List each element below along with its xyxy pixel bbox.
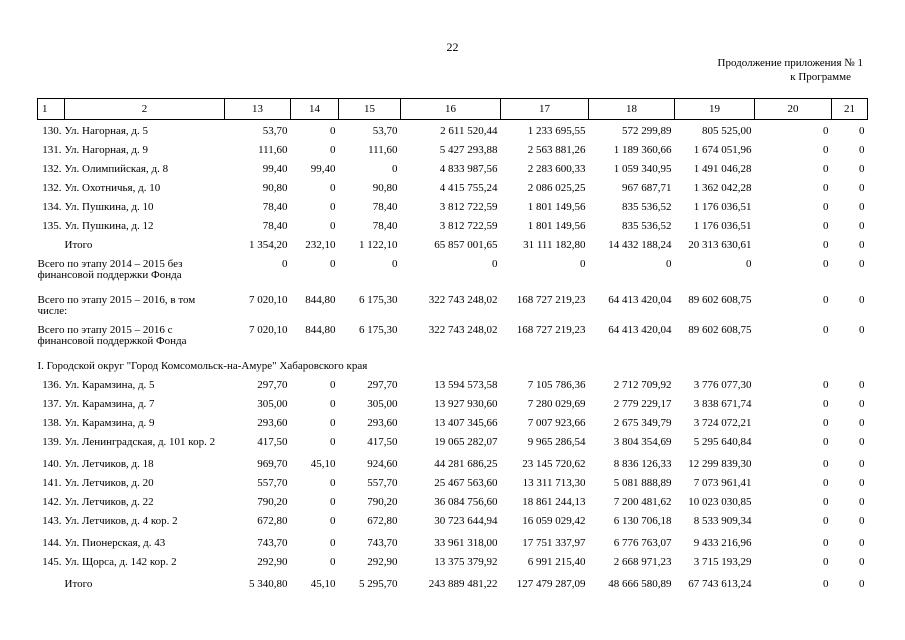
value-cell: 1 122,10 — [359, 239, 398, 251]
value-cell: 790,20 — [257, 496, 288, 508]
total-label: Итого — [64, 239, 93, 251]
value-cell: 7 280 029,69 — [527, 398, 586, 410]
address-cell: Ул. Летчиков, д. 4 кор. 2 — [64, 515, 178, 527]
value-cell: 967 687,71 — [622, 182, 672, 194]
value-cell: 924,60 — [367, 458, 398, 470]
row-number: 140. — [42, 458, 62, 470]
value-cell: 0 — [823, 436, 829, 448]
value-cell: 7 007 923,66 — [527, 417, 586, 429]
value-cell: 2 675 349,79 — [613, 417, 672, 429]
value-cell: 18 861 244,13 — [522, 496, 586, 508]
continuation-line-1: Продолжение приложения № 1 — [717, 57, 863, 69]
header-row — [38, 99, 868, 120]
table-row — [38, 538, 868, 557]
address-cell: Ул. Пионерская, д. 43 — [64, 537, 166, 549]
value-cell: 1 674 051,96 — [693, 144, 752, 156]
address-cell: Ул. Нагорная, д. 9 — [64, 144, 149, 156]
value-cell: 0 — [823, 379, 829, 391]
value-cell: 78,40 — [372, 220, 398, 232]
value-cell: 0 — [823, 220, 829, 232]
total-row — [38, 240, 868, 259]
address-cell: Ул. Охотничья, д. 10 — [64, 182, 161, 194]
row-number: 144. — [42, 537, 62, 549]
value-cell: 64 413 420,04 — [608, 294, 672, 306]
value-cell: 64 413 420,04 — [608, 324, 672, 336]
address-cell: Ул. Нагорная, д. 5 — [64, 125, 149, 137]
value-cell: 293,60 — [257, 417, 288, 429]
row-number: 130. — [42, 125, 62, 137]
value-cell: 16 059 029,42 — [522, 515, 586, 527]
col-header: 1 — [38, 99, 65, 120]
section-row — [38, 361, 868, 380]
program-table — [37, 98, 868, 598]
table-row — [38, 399, 868, 418]
table-row — [38, 516, 868, 538]
value-cell: 4 415 755,24 — [439, 182, 498, 194]
table-row — [38, 418, 868, 437]
value-cell: 557,70 — [367, 477, 398, 489]
table-row — [38, 202, 868, 221]
row-number: 131. — [42, 144, 62, 156]
value-cell: 0 — [330, 515, 336, 527]
value-cell: 3 724 072,21 — [693, 417, 752, 429]
value-cell: 835 536,52 — [622, 201, 672, 213]
value-cell: 13 927 930,60 — [434, 398, 498, 410]
value-cell: 0 — [859, 458, 865, 470]
value-cell: 8 533 909,34 — [693, 515, 752, 527]
value-cell: 111,60 — [258, 144, 288, 156]
row-number: 141. — [42, 477, 62, 489]
value-cell: 0 — [823, 239, 829, 251]
value-cell: 0 — [823, 556, 829, 568]
value-cell: 305,00 — [257, 398, 288, 410]
value-cell: 0 — [330, 220, 336, 232]
value-cell: 0 — [330, 182, 336, 194]
col-header: 20 — [755, 99, 832, 120]
value-cell: 417,50 — [257, 436, 288, 448]
table-row — [38, 437, 868, 459]
table-row — [38, 380, 868, 399]
value-cell: 1 059 340,95 — [613, 163, 672, 175]
address-cell: Ул. Карамзина, д. 5 — [64, 379, 155, 391]
value-cell: 0 — [859, 515, 865, 527]
value-cell: 78,40 — [262, 201, 288, 213]
value-cell: 12 299 839,30 — [688, 458, 752, 470]
value-cell: 0 — [330, 144, 336, 156]
col-header: 17 — [501, 99, 589, 120]
value-cell: 0 — [746, 258, 752, 270]
value-cell: 0 — [282, 258, 288, 270]
value-cell: 111,60 — [368, 144, 398, 156]
value-cell: 0 — [859, 436, 865, 448]
value-cell: 78,40 — [262, 220, 288, 232]
value-cell: 417,50 — [367, 436, 398, 448]
table-row — [38, 126, 868, 145]
page-number: 22 — [446, 40, 459, 54]
value-cell: 0 — [859, 578, 865, 590]
value-cell: 790,20 — [367, 496, 398, 508]
value-cell: 2 712 709,92 — [613, 379, 672, 391]
value-cell: 5 340,80 — [249, 578, 288, 590]
value-cell: 9 433 216,96 — [693, 537, 752, 549]
value-cell: 0 — [859, 537, 865, 549]
value-cell: 0 — [823, 537, 829, 549]
value-cell: 2 283 600,33 — [527, 163, 586, 175]
value-cell: 2 086 025,25 — [527, 182, 586, 194]
value-cell: 1 189 360,66 — [613, 144, 672, 156]
value-cell: 10 023 030,85 — [688, 496, 752, 508]
col-header: 18 — [589, 99, 675, 120]
value-cell: 20 313 630,61 — [688, 239, 752, 251]
value-cell: 0 — [859, 496, 865, 508]
value-cell: 90,80 — [262, 182, 288, 194]
value-cell: 805 525,00 — [702, 125, 752, 137]
value-cell: 89 602 608,75 — [688, 294, 752, 306]
table-row — [38, 183, 868, 202]
value-cell: 6 991 215,40 — [527, 556, 586, 568]
value-cell: 297,70 — [367, 379, 398, 391]
value-cell: 19 065 282,07 — [434, 436, 498, 448]
value-cell: 13 375 379,92 — [434, 556, 498, 568]
value-cell: 23 145 720,62 — [522, 458, 586, 470]
value-cell: 0 — [823, 477, 829, 489]
total-row — [38, 579, 868, 598]
row-number: 138. — [42, 417, 62, 429]
value-cell: 844,80 — [305, 294, 336, 306]
value-cell: 1 801 149,56 — [527, 201, 586, 213]
value-cell: 0 — [859, 182, 865, 194]
value-cell: 99,40 — [310, 163, 336, 175]
value-cell: 322 743 248,02 — [428, 324, 498, 336]
value-cell: 835 536,52 — [622, 220, 672, 232]
address-cell: Ул. Карамзина, д. 7 — [64, 398, 155, 410]
value-cell: 2 563 881,26 — [527, 144, 586, 156]
summary-row — [38, 259, 868, 295]
value-cell: 572 299,89 — [622, 125, 672, 137]
value-cell: 0 — [859, 239, 865, 251]
value-cell: 743,70 — [257, 537, 288, 549]
value-cell: 0 — [859, 163, 865, 175]
table-row — [38, 497, 868, 516]
value-cell: 0 — [859, 417, 865, 429]
value-cell: 0 — [859, 379, 865, 391]
value-cell: 65 857 001,65 — [434, 239, 498, 251]
value-cell: 31 111 182,80 — [523, 239, 586, 251]
value-cell: 78,40 — [372, 201, 398, 213]
value-cell: 25 467 563,60 — [434, 477, 498, 489]
value-cell: 2 668 971,23 — [613, 556, 672, 568]
summary-label: Всего по этапу 2014 – 2015 без финансовой поддержки Фонда — [37, 258, 183, 281]
value-cell: 7 105 786,36 — [527, 379, 586, 391]
value-cell: 8 836 126,33 — [613, 458, 672, 470]
value-cell: 3 715 193,29 — [693, 556, 752, 568]
address-cell: Ул. Летчиков, д. 18 — [64, 458, 154, 470]
value-cell: 3 812 722,59 — [439, 220, 498, 232]
value-cell: 0 — [330, 496, 336, 508]
continuation-line-2: к Программе — [790, 71, 851, 83]
value-cell: 0 — [823, 496, 829, 508]
value-cell: 1 354,20 — [249, 239, 288, 251]
address-cell: Ул. Карамзина, д. 9 — [64, 417, 155, 429]
value-cell: 305,00 — [367, 398, 398, 410]
value-cell: 7 020,10 — [249, 294, 288, 306]
value-cell — [38, 579, 65, 598]
value-cell: 53,70 — [262, 125, 288, 137]
table-row — [38, 145, 868, 164]
value-cell: 14 432 188,24 — [608, 239, 672, 251]
value-cell — [38, 240, 65, 259]
value-cell: 17 751 337,97 — [522, 537, 586, 549]
value-cell: 3 838 671,74 — [693, 398, 752, 410]
address-cell: Ул. Щорса, д. 142 кор. 2 — [64, 556, 177, 568]
value-cell: 90,80 — [372, 182, 398, 194]
row-number: 135. — [42, 220, 62, 232]
row-number: 132. — [42, 163, 62, 175]
value-cell: 53,70 — [372, 125, 398, 137]
value-cell: 0 — [330, 201, 336, 213]
value-cell: 557,70 — [257, 477, 288, 489]
value-cell: 322 743 248,02 — [428, 294, 498, 306]
address-cell: Ул. Ленинградская, д. 101 кор. 2 — [64, 436, 216, 448]
value-cell: 0 — [330, 258, 336, 270]
value-cell: 243 889 481,22 — [428, 578, 498, 590]
value-cell: 0 — [392, 163, 398, 175]
value-cell: 232,10 — [305, 239, 336, 251]
value-cell: 0 — [330, 398, 336, 410]
value-cell: 7 200 481,62 — [613, 496, 672, 508]
value-cell: 45,10 — [310, 458, 336, 470]
summary-label: Всего по этапу 2015 – 2016 с финансовой поддержкой Фонда — [37, 324, 187, 347]
value-cell: 168 727 219,23 — [516, 294, 586, 306]
value-cell: 0 — [823, 258, 829, 270]
address-cell: Ул. Пушкина, д. 10 — [64, 201, 154, 213]
value-cell: 0 — [823, 144, 829, 156]
col-header: 21 — [832, 99, 868, 120]
value-cell: 13 594 573,58 — [434, 379, 498, 391]
value-cell: 6 776 763,07 — [613, 537, 672, 549]
row-number: 132. — [42, 182, 62, 194]
value-cell: 0 — [823, 125, 829, 137]
value-cell: 0 — [330, 379, 336, 391]
value-cell: 0 — [859, 324, 865, 336]
value-cell: 0 — [823, 163, 829, 175]
value-cell: 0 — [330, 477, 336, 489]
row-number: 143. — [42, 515, 62, 527]
value-cell: 1 801 149,56 — [527, 220, 586, 232]
row-number: 145. — [42, 556, 62, 568]
total-label: Итого — [64, 578, 93, 590]
value-cell: 13 311 713,30 — [522, 477, 586, 489]
table-row — [38, 221, 868, 240]
value-cell: 0 — [330, 556, 336, 568]
section-title: I. Городской округ "Город Комсомольск-на-Амуре" Хабаровского края — [37, 360, 368, 372]
value-cell: 3 804 354,69 — [613, 436, 672, 448]
value-cell: 0 — [823, 201, 829, 213]
value-cell: 44 281 686,25 — [434, 458, 498, 470]
value-cell: 30 723 644,94 — [434, 515, 498, 527]
value-cell: 0 — [859, 398, 865, 410]
value-cell: 0 — [823, 458, 829, 470]
value-cell: 1 491 046,28 — [693, 163, 752, 175]
value-cell: 293,60 — [367, 417, 398, 429]
row-number: 136. — [42, 379, 62, 391]
value-cell: 0 — [823, 294, 829, 306]
value-cell: 0 — [580, 258, 586, 270]
value-cell: 2 611 520,44 — [440, 125, 498, 137]
value-cell: 0 — [823, 182, 829, 194]
address-cell: Ул. Летчиков, д. 22 — [64, 496, 154, 508]
value-cell: 3 776 077,30 — [693, 379, 752, 391]
value-cell: 743,70 — [367, 537, 398, 549]
value-cell: 6 175,30 — [359, 294, 398, 306]
col-header: 19 — [675, 99, 755, 120]
table-row — [38, 557, 868, 579]
value-cell: 0 — [859, 144, 865, 156]
value-cell: 0 — [859, 556, 865, 568]
value-cell: 0 — [823, 324, 829, 336]
value-cell: 844,80 — [305, 324, 336, 336]
value-cell: 6 130 706,18 — [613, 515, 672, 527]
value-cell: 5 081 888,89 — [613, 477, 672, 489]
table-row — [38, 164, 868, 183]
summary-label: Всего по этапу 2015 – 2016, в том числе: — [37, 294, 196, 317]
value-cell: 0 — [859, 220, 865, 232]
value-cell: 0 — [823, 398, 829, 410]
table-row — [38, 459, 868, 478]
row-number: 134. — [42, 201, 62, 213]
table-body — [38, 120, 868, 599]
value-cell: 0 — [823, 417, 829, 429]
value-cell: 0 — [330, 125, 336, 137]
value-cell: 0 — [492, 258, 498, 270]
value-cell: 33 961 318,00 — [434, 537, 498, 549]
value-cell: 3 812 722,59 — [439, 201, 498, 213]
value-cell: 0 — [330, 417, 336, 429]
value-cell: 9 965 286,54 — [527, 436, 586, 448]
value-cell: 1 176 036,51 — [693, 220, 752, 232]
col-header: 15 — [339, 99, 401, 120]
value-cell: 6 175,30 — [359, 324, 398, 336]
value-cell: 48 666 580,89 — [608, 578, 672, 590]
value-cell: 0 — [392, 258, 398, 270]
row-number: 137. — [42, 398, 62, 410]
value-cell: 0 — [859, 294, 865, 306]
value-cell: 292,90 — [257, 556, 288, 568]
row-number: 139. — [42, 436, 62, 448]
address-cell: Ул. Летчиков, д. 20 — [64, 477, 154, 489]
value-cell: 672,80 — [257, 515, 288, 527]
value-cell: 127 479 287,09 — [516, 578, 586, 590]
value-cell: 0 — [859, 125, 865, 137]
summary-row — [38, 295, 868, 325]
value-cell: 5 427 293,88 — [439, 144, 498, 156]
row-number: 142. — [42, 496, 62, 508]
value-cell: 99,40 — [262, 163, 288, 175]
value-cell: 0 — [666, 258, 672, 270]
value-cell: 5 295 640,84 — [693, 436, 752, 448]
address-cell: Ул. Пушкина, д. 12 — [64, 220, 154, 232]
value-cell: 1 176 036,51 — [693, 201, 752, 213]
value-cell: 4 833 987,56 — [439, 163, 498, 175]
value-cell: 0 — [330, 436, 336, 448]
value-cell: 292,90 — [367, 556, 398, 568]
value-cell: 969,70 — [257, 458, 288, 470]
col-header: 2 — [65, 99, 225, 120]
continuation-note — [718, 56, 863, 84]
value-cell: 5 295,70 — [359, 578, 398, 590]
address-cell: Ул. Олимпийская, д. 8 — [64, 163, 169, 175]
value-cell: 1 362 042,28 — [693, 182, 752, 194]
value-cell: 89 602 608,75 — [688, 324, 752, 336]
value-cell: 7 020,10 — [249, 324, 288, 336]
value-cell: 7 073 961,41 — [693, 477, 752, 489]
value-cell: 0 — [859, 201, 865, 213]
summary-row — [38, 325, 868, 361]
value-cell: 36 084 756,60 — [434, 496, 498, 508]
value-cell: 297,70 — [257, 379, 288, 391]
value-cell: 0 — [859, 258, 865, 270]
col-header: 16 — [401, 99, 501, 120]
value-cell: 67 743 613,24 — [688, 578, 752, 590]
col-header: 14 — [291, 99, 339, 120]
table-row — [38, 478, 868, 497]
value-cell: 0 — [330, 537, 336, 549]
value-cell: 672,80 — [367, 515, 398, 527]
value-cell: 13 407 345,66 — [434, 417, 498, 429]
value-cell: 0 — [823, 578, 829, 590]
value-cell: 1 233 695,55 — [527, 125, 586, 137]
value-cell: 45,10 — [310, 578, 336, 590]
col-header: 13 — [225, 99, 291, 120]
value-cell: 0 — [859, 477, 865, 489]
value-cell: 0 — [823, 515, 829, 527]
value-cell: 168 727 219,23 — [516, 324, 586, 336]
value-cell: 2 779 229,17 — [613, 398, 672, 410]
